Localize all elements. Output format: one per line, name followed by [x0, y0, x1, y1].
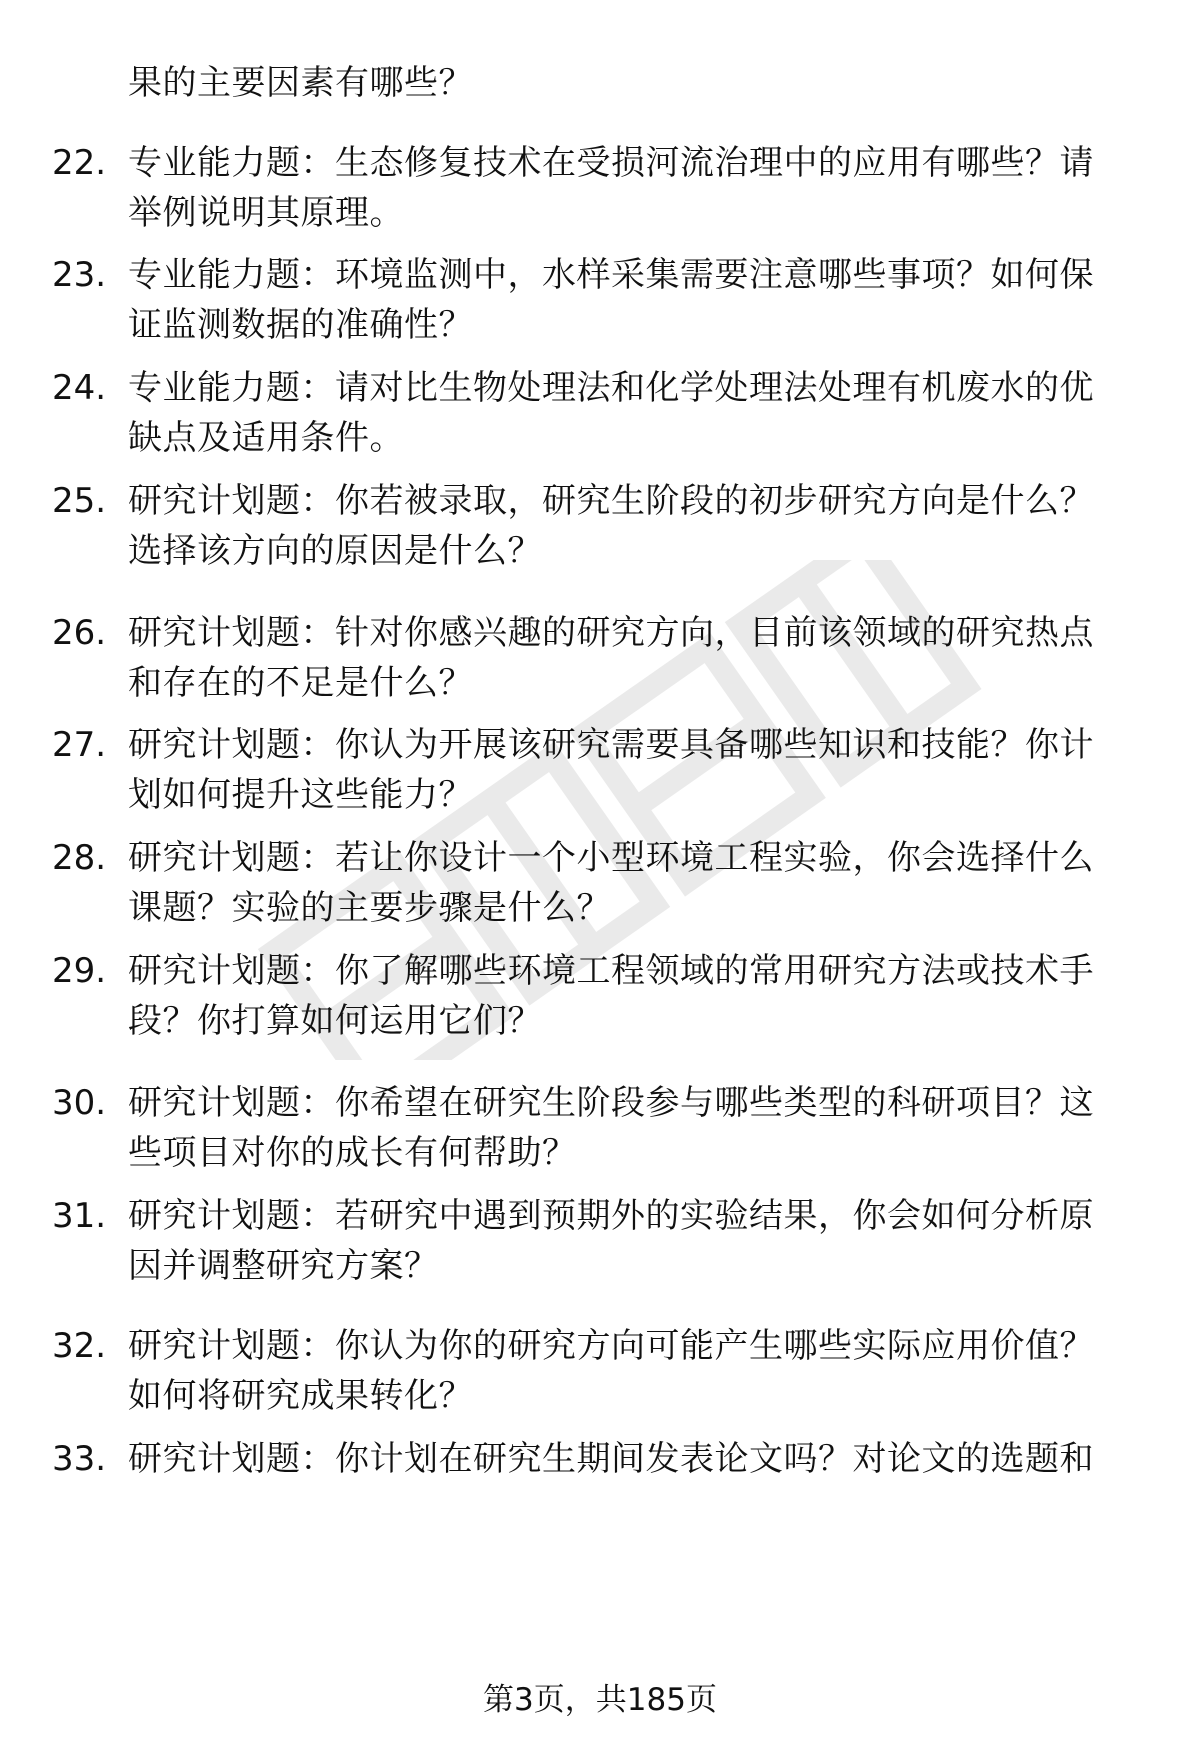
item-text-line-2: 如何将研究成果转化？ [128, 1376, 473, 1416]
item-text-line-2: 段？你打算如何运用它们？ [128, 1001, 542, 1041]
item-text-line-1: 研究计划题：若研究中遇到预期外的实验结果，你会如何分析原 [128, 1196, 1094, 1236]
item-number: 23. [52, 255, 107, 295]
item-text-line-2: 举例说明其原理。 [128, 193, 404, 233]
item-number: 32. [52, 1326, 107, 1366]
item-text-line-1: 研究计划题：针对你感兴趣的研究方向，目前该领域的研究热点 [128, 613, 1094, 653]
item-text-line-1: 专业能力题：环境监测中，水样采集需要注意哪些事项？如何保 [128, 255, 1094, 295]
item-text-line-2: 课题？实验的主要步骤是什么？ [128, 888, 611, 928]
item-number: 22. [52, 143, 107, 183]
item-number: 25. [52, 481, 107, 521]
item-text-line-1: 专业能力题：生态修复技术在受损河流治理中的应用有哪些？请 [128, 143, 1094, 183]
item-text-line-1: 研究计划题：你计划在研究生期间发表论文吗？对论文的选题和 [128, 1439, 1094, 1479]
item-number: 26. [52, 613, 107, 653]
item-text-line-1: 研究计划题：你了解哪些环境工程领域的常用研究方法或技术手 [128, 951, 1094, 991]
item-number: 30. [52, 1083, 107, 1123]
item-text-line-2: 些项目对你的成长有何帮助？ [128, 1133, 577, 1173]
item-text-line-2: 因并调整研究方案？ [128, 1246, 439, 1286]
item-text-line-1: 研究计划题：你若被录取，研究生阶段的初步研究方向是什么？ [128, 481, 1094, 521]
item-text-line-2: 证监测数据的准确性？ [128, 305, 473, 345]
item-number: 31. [52, 1196, 107, 1236]
item-text-line-2: 划如何提升这些能力？ [128, 775, 473, 815]
item-text-line-2: 缺点及适用条件。 [128, 418, 404, 458]
continuation-text: 果的主要因素有哪些？ [128, 63, 473, 103]
item-text-line-1: 专业能力题：请对比生物处理法和化学处理法处理有机废水的优 [128, 368, 1094, 408]
item-text-line-1: 研究计划题：你认为你的研究方向可能产生哪些实际应用价值？ [128, 1326, 1094, 1366]
item-text-line-1: 研究计划题：若让你设计一个小型环境工程实验，你会选择什么 [128, 838, 1094, 878]
item-number: 33. [52, 1439, 107, 1479]
item-number: 29. [52, 951, 107, 991]
item-number: 27. [52, 725, 107, 765]
item-text-line-2: 和存在的不足是什么？ [128, 663, 473, 703]
item-text-line-2: 选择该方向的原因是什么？ [128, 531, 542, 571]
page-number-footer: 第3页，共185页 [483, 1682, 717, 1718]
item-text-line-1: 研究计划题：你认为开展该研究需要具备哪些知识和技能？你计 [128, 725, 1094, 765]
item-number: 28. [52, 838, 107, 878]
item-text-line-1: 研究计划题：你希望在研究生阶段参与哪些类型的科研项目？这 [128, 1083, 1094, 1123]
item-number: 24. [52, 368, 107, 408]
